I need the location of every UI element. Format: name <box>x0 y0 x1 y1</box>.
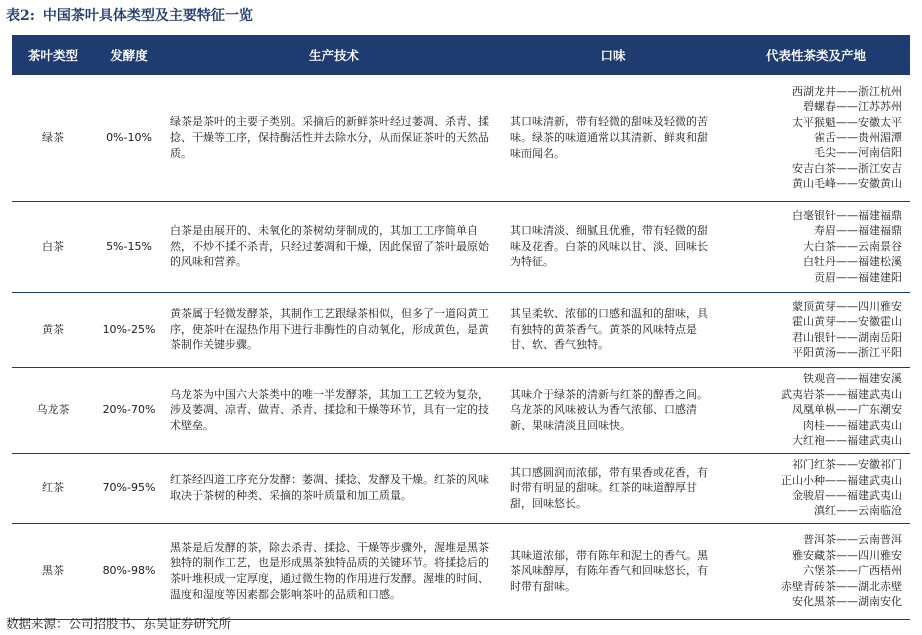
rep-item: 白毫银针——福建福鼎 <box>792 208 902 222</box>
cell-ferment: 0%-10% <box>94 75 164 201</box>
data-source: 数据来源：公司招股书、东吴证券研究所 <box>6 616 232 631</box>
cell-rep <box>722 201 910 292</box>
rep-item: 滇红——云南临沧 <box>814 504 902 518</box>
rep-item: 六堡茶——广西梧州 <box>803 564 902 578</box>
cell-taste: 其口味清新，带有轻微的甜味及轻微的苦味。绿茶的味道通常以其清新、鲜爽和甜味而闻名。 <box>504 75 722 201</box>
cell-taste: 其口味清淡、细腻且优雅，带有轻微的甜味及花香。白茶的风味以甘、淡、回味长为特征。 <box>504 201 722 292</box>
rep-item: 平阳黄汤——浙江平阳 <box>792 345 902 359</box>
rep-item: 祁门红茶——安徽祁门 <box>792 458 902 472</box>
table-row <box>12 367 910 453</box>
cell-taste: 其口感圆润而浓郁，带有果香或花香，有时带有明显的甜味。红茶的味道醇厚甘甜，回味悠长。 <box>504 453 722 523</box>
rep-item: 贡眉——福建建阳 <box>814 270 902 284</box>
rep-item: 寿眉——福建福鼎 <box>814 224 902 238</box>
cell-type: 乌龙茶 <box>12 367 94 453</box>
rep-item: 碧螺春——江苏苏州 <box>803 100 902 114</box>
cell-rep <box>722 367 910 453</box>
rep-item: 霍山黄芽——安徽霍山 <box>792 315 902 329</box>
cell-type: 黑茶 <box>12 523 94 619</box>
rep-item: 蒙顶黄芽——四川雅安 <box>792 299 902 313</box>
cell-tech: 黑茶是后发酵的茶，除去杀青、揉捻、干燥等步骤外，渥堆是黑茶独特的制作工艺，也是形成黑茶独特品质的关键环节。将揉捻后的茶叶堆积成一定厚度，通过微生物的作用进行发酵。渥堆的时间、温度和湿度等因素都会影响茶叶的品质和口感。 <box>164 523 504 619</box>
cell-taste: 其味介于绿茶的清新与红茶的醇香之间。乌龙茶的风味被认为香气浓郁、口感清新、果味清淡且回味快。 <box>504 367 722 453</box>
rep-item: 白牡丹——福建松溪 <box>803 255 902 269</box>
table-caption: 中国茶叶具体类型及主要特征一览 <box>42 8 253 24</box>
rep-item: 大红袍——福建武夷山 <box>792 434 902 448</box>
rep-item: 赤壁青砖茶——湖北赤壁 <box>781 579 902 593</box>
rep-item: 安吉白茶——浙江安吉 <box>792 161 902 175</box>
rep-item: 正山小种——福建武夷山 <box>781 473 902 487</box>
header-rep: 代表性茶类及产地 <box>765 48 866 63</box>
cell-type: 白茶 <box>12 201 94 292</box>
rep-item: 西湖龙井——浙江杭州 <box>792 84 902 98</box>
cell-rep <box>722 75 910 201</box>
cell-type: 绿茶 <box>12 75 94 201</box>
table-row <box>12 523 910 619</box>
table-row <box>12 201 910 292</box>
table-title <box>6 5 261 25</box>
cell-rep <box>722 523 910 619</box>
table-number: 表2: <box>6 8 35 24</box>
table-header-row <box>12 35 910 75</box>
cell-ferment: 5%-15% <box>94 201 164 292</box>
tea-table <box>12 35 910 620</box>
rep-item: 毛尖——河南信阳 <box>814 146 902 160</box>
rep-item: 普洱茶——云南普洱 <box>803 533 902 547</box>
table-row <box>12 453 910 523</box>
rep-item: 太平猴魁——安徽太平 <box>792 115 902 129</box>
cell-tech: 黄茶属于轻微发酵茶，其制作工艺跟绿茶相似，但多了一道闷黄工序，使茶叶在湿热作用下进行非酶性的自动氧化，形成黄色，是黄茶制作关键步骤。 <box>164 292 504 367</box>
cell-taste: 其呈柔软、浓郁的口感和温和的甜味，具有独特的黄茶香气。黄茶的风味特点是甘、软、香气独特。 <box>504 292 722 367</box>
rep-item: 安化黑茶——湖南安化 <box>792 595 902 609</box>
cell-tech: 乌龙茶为中国六大茶类中的唯一半发酵茶，其加工工艺较为复杂，涉及萎凋、凉青、做青、杀青、揉捻和干燥等环节，具有一定的技术壁垒。 <box>164 367 504 453</box>
table-row <box>12 75 910 201</box>
rep-item: 黄山毛峰——安徽黄山 <box>792 177 902 191</box>
rep-item: 雅安藏茶——四川雅安 <box>792 548 902 562</box>
cell-taste: 其味道浓郁，带有陈年和泥土的香气。黑茶风味醇厚，有陈年香气和回味悠长，有时带有甜味。 <box>504 523 722 619</box>
cell-rep <box>722 453 910 523</box>
cell-rep <box>722 292 910 367</box>
cell-ferment: 20%-70% <box>94 367 164 453</box>
rep-item: 大白茶——云南景谷 <box>803 239 902 253</box>
rep-item: 铁观音——福建安溪 <box>803 372 902 386</box>
rep-item: 凤凰单枞——广东潮安 <box>792 403 902 417</box>
cell-type: 黄茶 <box>12 292 94 367</box>
rep-item: 君山银针——湖南岳阳 <box>792 330 902 344</box>
header-ferment: 发酵度 <box>110 48 148 63</box>
cell-tech: 绿茶是茶叶的主要子类别。采摘后的新鲜茶叶经过萎凋、杀青、揉捻、干燥等工序，保持酶活性并去除水分，从而保证茶叶的天然品质。 <box>164 75 504 201</box>
cell-tech: 红茶经四道工序充分发酵：萎凋、揉捻、发酵及干燥。红茶的风味取决于茶树的种类、采摘的茶叶质量和加工质量。 <box>164 453 504 523</box>
header-taste: 口味 <box>600 48 626 63</box>
rep-item: 武夷岩茶——福建武夷山 <box>781 387 902 401</box>
cell-ferment: 80%-98% <box>94 523 164 619</box>
cell-type: 红茶 <box>12 453 94 523</box>
cell-tech: 白茶是由展开的、未氧化的茶树幼芽制成的，其加工工序简单自然，不炒不揉不杀青，只经过萎凋和干燥，因此保留了茶叶最原始的风味和营养。 <box>164 201 504 292</box>
table-row <box>12 292 910 367</box>
rep-item: 雀舌——贵州湄潭 <box>814 131 902 145</box>
cell-ferment: 10%-25% <box>94 292 164 367</box>
header-type: 茶叶类型 <box>27 48 78 63</box>
cell-ferment: 70%-95% <box>94 453 164 523</box>
rep-item: 金骏眉——福建武夷山 <box>792 489 902 502</box>
header-tech: 生产技术 <box>308 48 359 63</box>
rep-item: 肉桂——福建武夷山 <box>803 418 902 432</box>
